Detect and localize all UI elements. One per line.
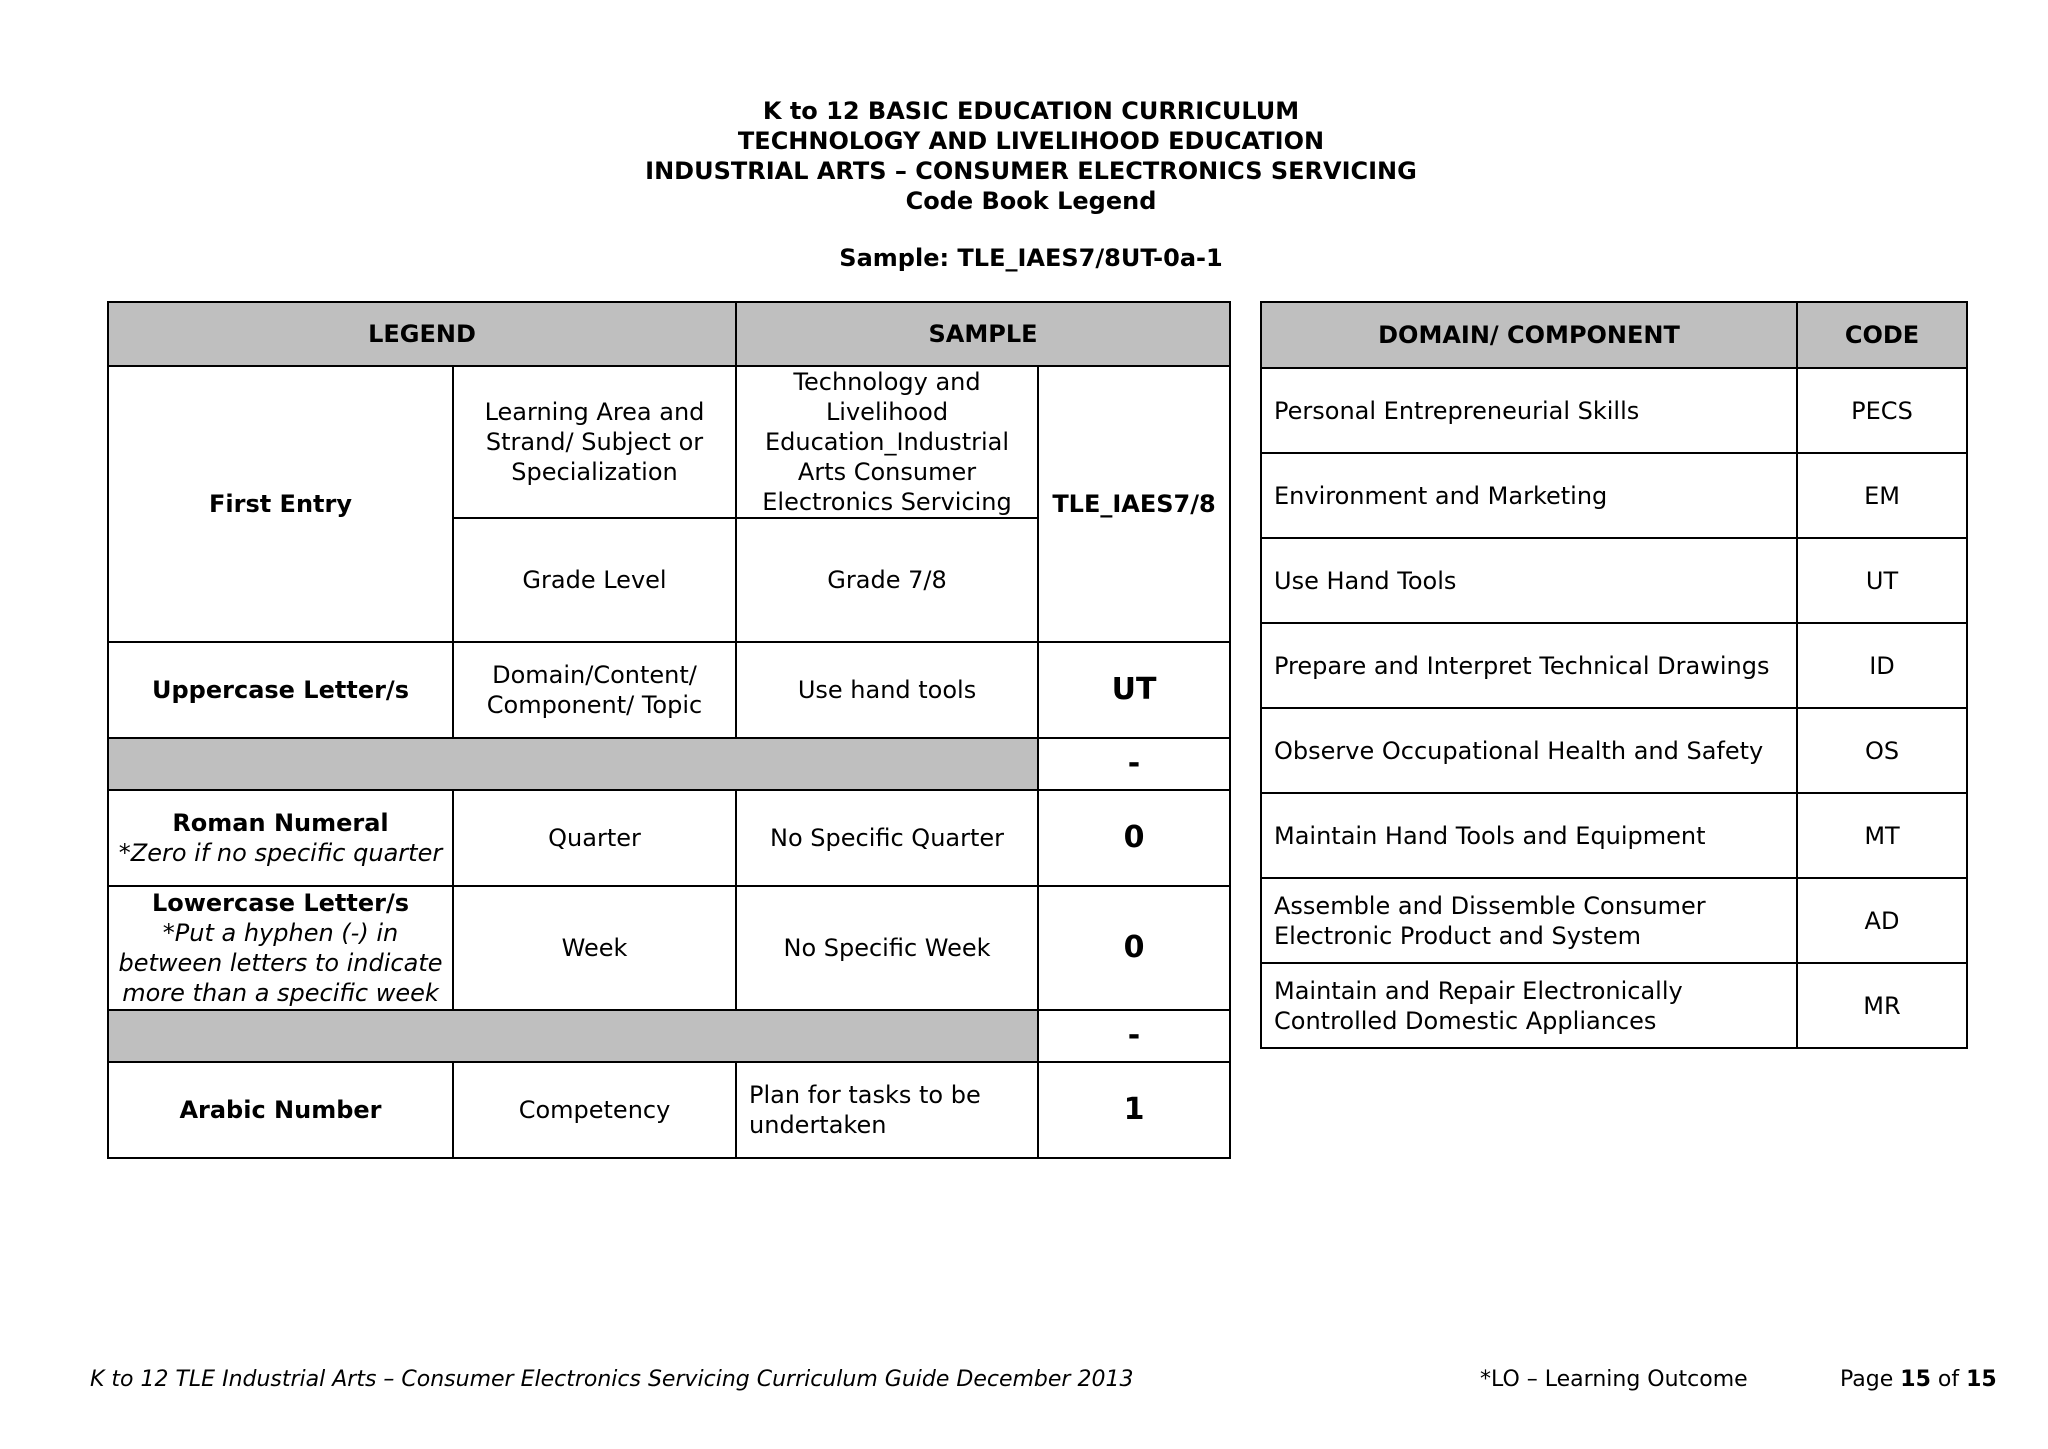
domain-column-header: DOMAIN/ COMPONENT (1261, 302, 1797, 368)
code-column-header: CODE (1797, 302, 1967, 368)
arabic-number-code: 1 (1038, 1062, 1230, 1158)
uppercase-code: UT (1038, 642, 1230, 738)
arabic-number-desc: Competency (453, 1062, 736, 1158)
domain-name: Maintain Hand Tools and Equipment (1261, 793, 1797, 878)
separator-fill-1 (108, 738, 1038, 790)
domain-row (1261, 453, 1967, 538)
first-entry-label: First Entry (108, 366, 453, 642)
header-title-line-3: INDUSTRIAL ARTS – CONSUMER ELECTRONICS SERVICING (645, 157, 1417, 185)
first-entry-code: TLE_IAES7/8 (1038, 366, 1230, 642)
lowercase-cell (108, 886, 453, 1010)
footer-document-title: K to 12 TLE Industrial Arts – Consumer Electronics Servicing Curriculum Guide December 2013 (90, 1367, 1134, 1392)
separator-fill-2 (108, 1010, 1038, 1062)
domain-row (1261, 368, 1967, 453)
roman-numeral-value: No Specific Quarter (736, 790, 1038, 886)
domain-row (1261, 963, 1967, 1048)
arabic-number-row (108, 1062, 1230, 1158)
domain-code: UT (1797, 538, 1967, 623)
legend-table (107, 301, 1231, 1159)
sample-code-line: Sample: TLE_IAES7/8UT-0a-1 (839, 244, 1223, 272)
separator-row-2 (108, 1010, 1230, 1062)
domain-name: Personal Entrepreneurial Skills (1261, 368, 1797, 453)
domain-code: MR (1797, 963, 1967, 1048)
roman-numeral-note: *Zero if no specific quarter (118, 839, 443, 867)
page-current: 15 (1900, 1367, 1931, 1392)
footer-lo-note: *LO – Learning Outcome (1480, 1367, 1748, 1392)
document-header (0, 96, 2048, 216)
legend-header-row (108, 302, 1230, 366)
uppercase-desc: Domain/Content/ Component/ Topic (453, 642, 736, 738)
domain-code: MT (1797, 793, 1967, 878)
domain-code: EM (1797, 453, 1967, 538)
domain-code: PECS (1797, 368, 1967, 453)
domain-name: Environment and Marketing (1261, 453, 1797, 538)
uppercase-label: Uppercase Letter/s (108, 642, 453, 738)
domain-table (1260, 301, 1968, 1049)
lowercase-desc: Week (453, 886, 736, 1010)
arabic-number-value: Plan for tasks to be undertaken (736, 1062, 1038, 1158)
header-title-line-1: K to 12 BASIC EDUCATION CURRICULUM (762, 97, 1300, 125)
uppercase-value: Use hand tools (736, 642, 1038, 738)
domain-code: OS (1797, 708, 1967, 793)
roman-numeral-cell (108, 790, 453, 886)
domain-row (1261, 793, 1967, 878)
separator-row-1 (108, 738, 1230, 790)
grade-level-label: Grade Level (453, 518, 736, 642)
first-entry-row-1 (108, 366, 1230, 518)
grade-level-value: Grade 7/8 (736, 518, 1038, 642)
lowercase-value: No Specific Week (736, 886, 1038, 1010)
header-title-line-2: TECHNOLOGY AND LIVELIHOOD EDUCATION (737, 127, 1325, 155)
legend-column-header: LEGEND (108, 302, 736, 366)
domain-code: AD (1797, 878, 1967, 963)
domain-name: Prepare and Interpret Technical Drawings (1261, 623, 1797, 708)
lowercase-note: *Put a hyphen (-) in between letters to indicate more than a specific week (118, 919, 443, 1007)
lowercase-label: Lowercase Letter/s (151, 889, 410, 917)
roman-numeral-label: Roman Numeral (172, 809, 389, 837)
domain-name: Use Hand Tools (1261, 538, 1797, 623)
sample-column-header: SAMPLE (736, 302, 1230, 366)
learning-area-value: Technology and Livelihood Education_Industrial Arts Consumer Electronics Servicing (736, 366, 1038, 518)
lowercase-code: 0 (1038, 886, 1230, 1010)
header-title-line-4: Code Book Legend (905, 187, 1157, 215)
domain-name: Assemble and Dissemble Consumer Electronic Product and System (1261, 878, 1797, 963)
uppercase-row (108, 642, 1230, 738)
domain-name: Maintain and Repair Electronically Controlled Domestic Appliances (1261, 963, 1797, 1048)
roman-numeral-desc: Quarter (453, 790, 736, 886)
separator-code-1: - (1038, 738, 1230, 790)
roman-numeral-row (108, 790, 1230, 886)
domain-row (1261, 878, 1967, 963)
domain-row (1261, 708, 1967, 793)
domain-row (1261, 538, 1967, 623)
lowercase-row (108, 886, 1230, 1010)
arabic-number-label: Arabic Number (108, 1062, 453, 1158)
page-prefix: Page (1840, 1367, 1894, 1392)
learning-area-label: Learning Area and Strand/ Subject or Specialization (453, 366, 736, 518)
page-total: 15 (1966, 1367, 1997, 1392)
domain-code: ID (1797, 623, 1967, 708)
domain-header-row (1261, 302, 1967, 368)
domain-row (1261, 623, 1967, 708)
separator-code-2: - (1038, 1010, 1230, 1062)
roman-numeral-code: 0 (1038, 790, 1230, 886)
page-of: of (1937, 1367, 1960, 1392)
footer-page-number (1840, 1367, 1997, 1392)
domain-name: Observe Occupational Health and Safety (1261, 708, 1797, 793)
